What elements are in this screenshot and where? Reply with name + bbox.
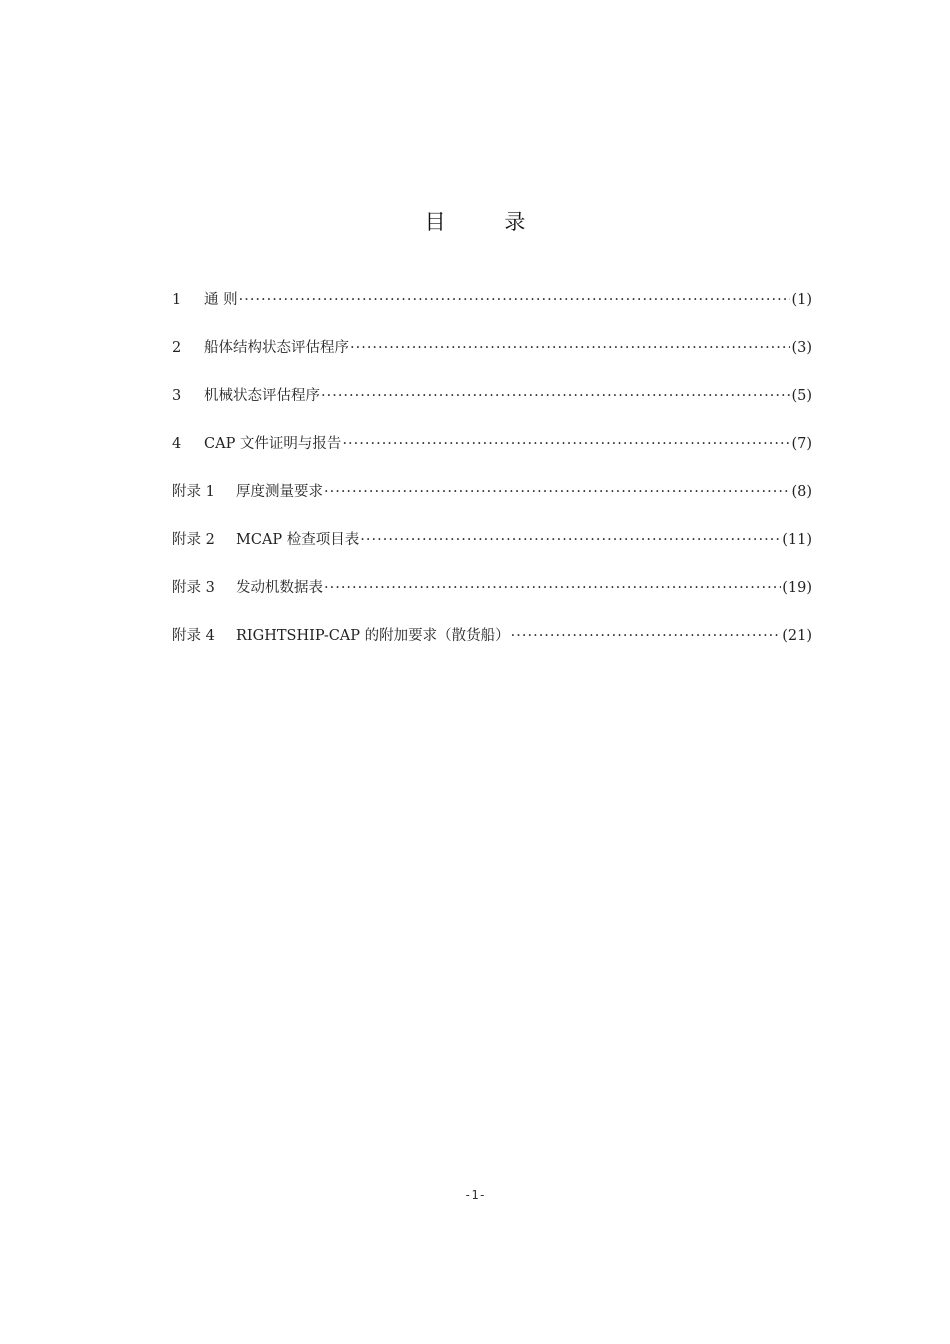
toc-entry-page: (1) — [791, 292, 812, 308]
page-title: 目 录 — [424, 210, 552, 234]
toc-entry-page: (8) — [791, 484, 812, 500]
toc-entry-number: 附录 4 — [172, 628, 215, 644]
toc-entry-appendix-1[interactable] — [172, 480, 812, 528]
toc-entry-appendix-2[interactable] — [172, 528, 812, 576]
toc-dot-leader — [321, 384, 790, 408]
toc-dot-leader — [350, 336, 790, 360]
toc-entry-number: 1 — [172, 292, 182, 308]
toc-entry-title: 机械状态评估程序 — [204, 388, 320, 404]
toc-entry-4[interactable] — [172, 432, 812, 480]
toc-entry-page: (19) — [782, 580, 812, 596]
toc-dot-leader — [324, 480, 790, 504]
toc-entry-page: (11) — [782, 532, 812, 548]
toc-entry-title: MCAP 检查项目表 — [236, 532, 360, 548]
toc-entry-number: 附录 3 — [172, 580, 215, 596]
table-of-contents — [172, 288, 812, 672]
toc-dot-leader — [360, 528, 781, 552]
toc-entry-number: 附录 2 — [172, 532, 215, 548]
toc-entry-3[interactable] — [172, 384, 812, 432]
toc-dot-leader — [324, 576, 781, 600]
toc-entry-number: 4 — [172, 436, 182, 452]
toc-entry-page: (21) — [782, 628, 812, 644]
toc-entry-page: (5) — [791, 388, 812, 404]
toc-dot-leader — [239, 288, 791, 312]
toc-entry-number: 附录 1 — [172, 484, 215, 500]
toc-entry-number: 2 — [172, 340, 182, 356]
toc-dot-leader — [342, 432, 790, 456]
toc-entry-page: (3) — [791, 340, 812, 356]
toc-entry-1[interactable] — [172, 288, 812, 336]
page-number: -1- — [464, 1188, 486, 1202]
toc-entry-title: 船体结构状态评估程序 — [204, 340, 349, 356]
toc-entry-appendix-4[interactable] — [172, 624, 812, 672]
toc-entry-appendix-3[interactable] — [172, 576, 812, 624]
toc-entry-number: 3 — [172, 388, 182, 404]
toc-entry-title: CAP 文件证明与报告 — [204, 436, 342, 452]
toc-entry-title: RIGHTSHIP-CAP 的附加要求（散货船） — [236, 628, 510, 644]
toc-entry-title: 发动机数据表 — [236, 580, 323, 596]
toc-dot-leader — [511, 624, 782, 648]
toc-entry-title: 通 则 — [204, 292, 238, 308]
toc-entry-2[interactable] — [172, 336, 812, 384]
toc-entry-page: (7) — [791, 436, 812, 452]
toc-entry-title: 厚度测量要求 — [236, 484, 323, 500]
